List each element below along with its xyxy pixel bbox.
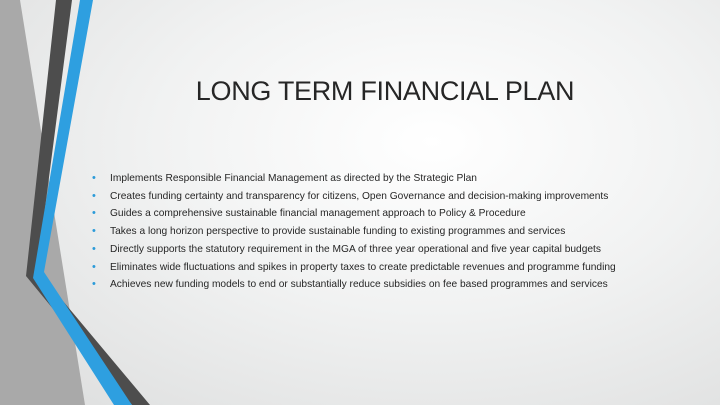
bullet-list [92, 170, 702, 294]
bullet-item [92, 259, 702, 277]
bullet-text: Creates funding certainty and transparency for citizens, Open Governance and decision-making improvements [110, 190, 609, 202]
bullet-text: Directly supports the statutory requirement in the MGA of three year operational and five year capital budgets [110, 243, 601, 255]
bullet-text: Eliminates wide fluctuations and spikes in property taxes to create predictable revenues and programme funding [110, 261, 616, 273]
bullet-item [92, 188, 702, 206]
bullet-icon: • [92, 225, 96, 238]
bullet-item [92, 205, 702, 223]
bullet-icon: • [92, 278, 96, 291]
bullet-item [92, 276, 702, 294]
bullet-icon: • [92, 172, 96, 184]
bullet-text: Takes a long horizon perspective to provide sustainable funding to existing programmes and services [110, 226, 566, 238]
bullet-icon: • [92, 189, 96, 202]
bullet-icon: • [92, 242, 96, 255]
bullet-text: Implements Responsible Financial Management as directed by the Strategic Plan [110, 173, 477, 184]
bullet-icon: • [92, 207, 96, 220]
slide-title: LONG TERM FINANCIAL PLAN [195, 76, 575, 106]
bullet-text: Achieves new funding models to end or substantially reduce subsidies on fee based programmes and services [110, 279, 608, 291]
bullet-text: Guides a comprehensive sustainable financial management approach to Policy & Procedure [110, 208, 526, 220]
bullet-item [92, 241, 702, 259]
bullet-item [92, 223, 702, 241]
bullet-item [92, 170, 702, 188]
bullet-icon: • [92, 260, 96, 273]
